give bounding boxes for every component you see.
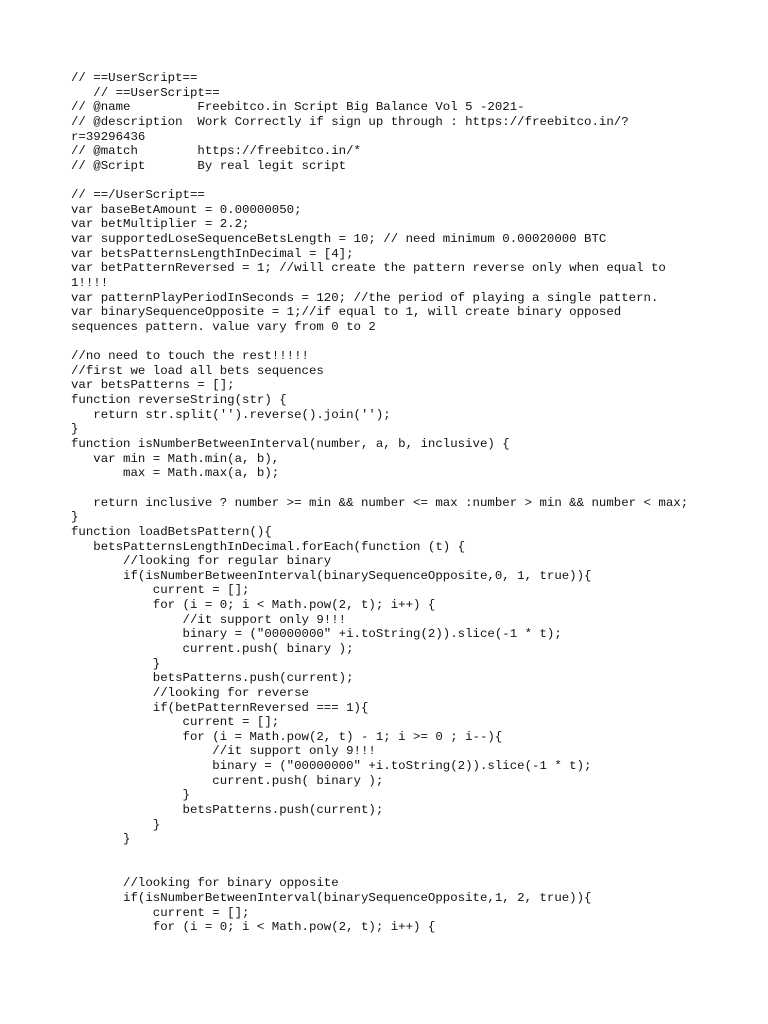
code-line: current.push( binary ); [71, 641, 354, 656]
code-line: for (i = 0; i < Math.pow(2, t); i++) { [71, 920, 436, 935]
code-line: betsPatternsLengthInDecimal.forEach(function (t) { [71, 539, 466, 554]
code-line: binary = ("00000000" +i.toString(2)).slice(-1 * t); [71, 627, 562, 642]
code-line: } [71, 510, 79, 525]
code-line [71, 862, 711, 877]
code-line: //first we load all bets sequences [71, 363, 324, 378]
code-line: for (i = 0; i < Math.pow(2, t); i++) { [71, 598, 436, 613]
code-line: } [71, 832, 131, 847]
code-line: sequences pattern. value vary from 0 to 2 [71, 319, 376, 334]
code-line: var betPatternReversed = 1; //will create the pattern reverse only when equal to [71, 261, 666, 276]
code-line: var supportedLoseSequenceBetsLength = 10; // need minimum 0.00020000 BTC [71, 232, 607, 247]
code-line: for (i = Math.pow(2, t) - 1; i >= 0 ; i--){ [71, 729, 503, 744]
code-line: current = []; [71, 905, 250, 920]
code-line: current.push( binary ); [71, 773, 384, 788]
code-line: } [71, 422, 79, 437]
code-line: current = []; [71, 583, 250, 598]
code-line: // @name Freebitco.in Script Big Balance Vol 5 -2021- [71, 100, 525, 115]
code-line [71, 173, 711, 188]
code-line: var patternPlayPeriodInSeconds = 120; //the period of playing a single pattern. [71, 290, 659, 305]
code-line: } [71, 817, 161, 832]
code-line: if(isNumberBetweenInterval(binarySequenceOpposite,0, 1, true)){ [71, 568, 592, 583]
code-line: // ==/UserScript== [71, 188, 205, 203]
code-line: //no need to touch the rest!!!!! [71, 349, 309, 364]
code-line: // ==UserScript== [71, 85, 220, 100]
code-line: } [71, 788, 190, 803]
code-line: if(betPatternReversed === 1){ [71, 700, 369, 715]
code-line: function isNumberBetweenInterval(number, a, b, inclusive) { [71, 437, 510, 452]
code-line [71, 335, 711, 350]
code-line: betsPatterns.push(current); [71, 803, 384, 818]
code-line: //looking for binary opposite [71, 876, 339, 891]
code-line: var betsPatternsLengthInDecimal = [4]; [71, 246, 354, 261]
code-listing [71, 71, 711, 935]
code-line: // @description Work Correctly if sign up through : https://freebitco.in/? [71, 114, 629, 129]
code-line: var baseBetAmount = 0.00000050; [71, 202, 302, 217]
code-line: } [71, 656, 161, 671]
code-line: betsPatterns.push(current); [71, 671, 354, 686]
code-line: var binarySequenceOpposite = 1;//if equal to 1, will create binary opposed [71, 305, 622, 320]
code-line: function reverseString(str) { [71, 393, 287, 408]
code-line: //it support only 9!!! [71, 744, 376, 759]
code-line: binary = ("00000000" +i.toString(2)).slice(-1 * t); [71, 759, 592, 774]
code-line: // @Script By real legit script [71, 158, 347, 173]
code-line: var betsPatterns = []; [71, 378, 235, 393]
code-line: function loadBetsPattern(){ [71, 524, 272, 539]
code-line: 1!!!! [71, 275, 109, 290]
code-line: if(isNumberBetweenInterval(binarySequenceOpposite,1, 2, true)){ [71, 890, 592, 905]
code-line [71, 847, 711, 862]
code-line: //it support only 9!!! [71, 612, 347, 627]
code-line: return inclusive ? number >= min && number <= max :number > min && number < max; [71, 495, 689, 510]
code-line: max = Math.max(a, b); [71, 466, 280, 481]
code-line: return str.split('').reverse().join(''); [71, 407, 391, 422]
code-line: //looking for reverse [71, 685, 309, 700]
code-line: //looking for regular binary [71, 554, 332, 569]
code-line: // @match https://freebitco.in/* [71, 144, 361, 159]
code-line [71, 481, 711, 496]
code-line: current = []; [71, 715, 280, 730]
code-line: r=39296436 [71, 129, 146, 144]
code-line: // ==UserScript== [71, 71, 198, 85]
code-line: var betMultiplier = 2.2; [71, 217, 250, 232]
code-line: var min = Math.min(a, b), [71, 451, 280, 466]
